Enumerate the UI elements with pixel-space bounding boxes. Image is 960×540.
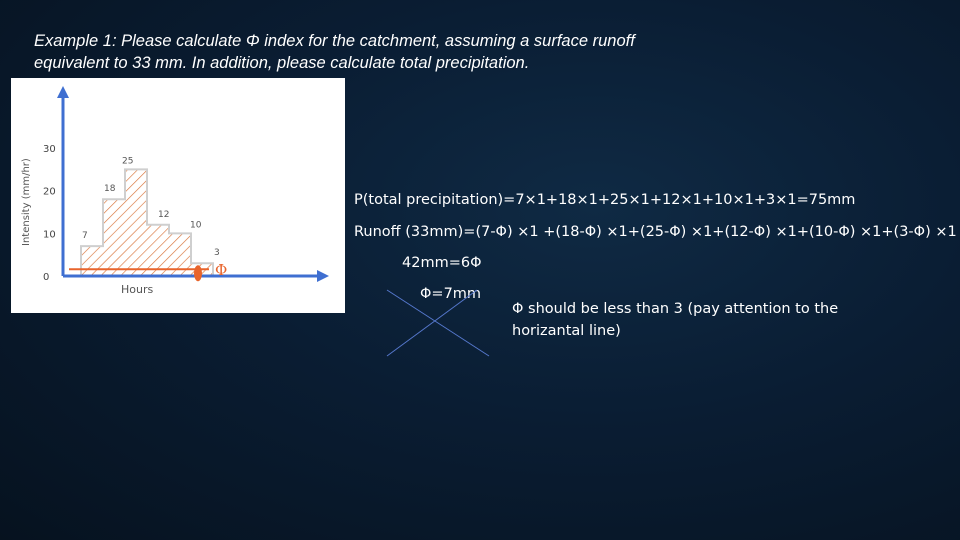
bar-value-label: 25 (122, 156, 134, 167)
x-axis-arrow (317, 270, 329, 282)
phi-sum-equation: 42mm=6Φ (402, 255, 482, 271)
y-axis-arrow (57, 86, 69, 98)
runoff-equation: Runoff (33mm)=(7-Φ) ×1 +(18-Φ) ×1+(25-Φ) ×1+(12-Φ) ×1+(10-Φ) ×1+(3-Φ) ×1 (354, 224, 957, 240)
bar-value-label: 3 (214, 248, 220, 259)
y-tick-label: 10 (43, 229, 56, 241)
y-axis-label: Intensity (mm/hr) (21, 158, 32, 246)
cross-stroke-2 (387, 290, 489, 356)
bar-value-label: 12 (158, 209, 170, 220)
phi-marker (194, 265, 202, 281)
slide-title: Example 1: Please calculate Φ index for the catchment, assuming a surface runoff equivalent to 33 mm. In addition, please calculate total precipitation. (34, 32, 635, 72)
hyetograph-figure (11, 78, 345, 313)
y-tick-label: 0 (43, 272, 50, 283)
strike-out-cross (385, 288, 495, 360)
y-tick-label: 30 (43, 144, 56, 155)
phi-result: Φ=7mm (420, 286, 482, 302)
total-precipitation-equation: P(total precipitation)=7×1+18×1+25×1+12×1+10×1+3×1=75mm (354, 192, 856, 208)
bar-value-label: 10 (190, 220, 202, 231)
phi-note: Φ should be less than 3 (pay attention to the horizantal line) (512, 301, 839, 339)
bar-value-label: 18 (104, 184, 116, 195)
cross-stroke-1 (387, 290, 477, 356)
x-axis-label: Hours (121, 283, 154, 296)
y-tick-label: 20 (43, 186, 56, 198)
hyetograph-chart (11, 78, 345, 313)
phi-label: Φ (215, 261, 228, 280)
bar-value-label: 7 (82, 231, 88, 242)
